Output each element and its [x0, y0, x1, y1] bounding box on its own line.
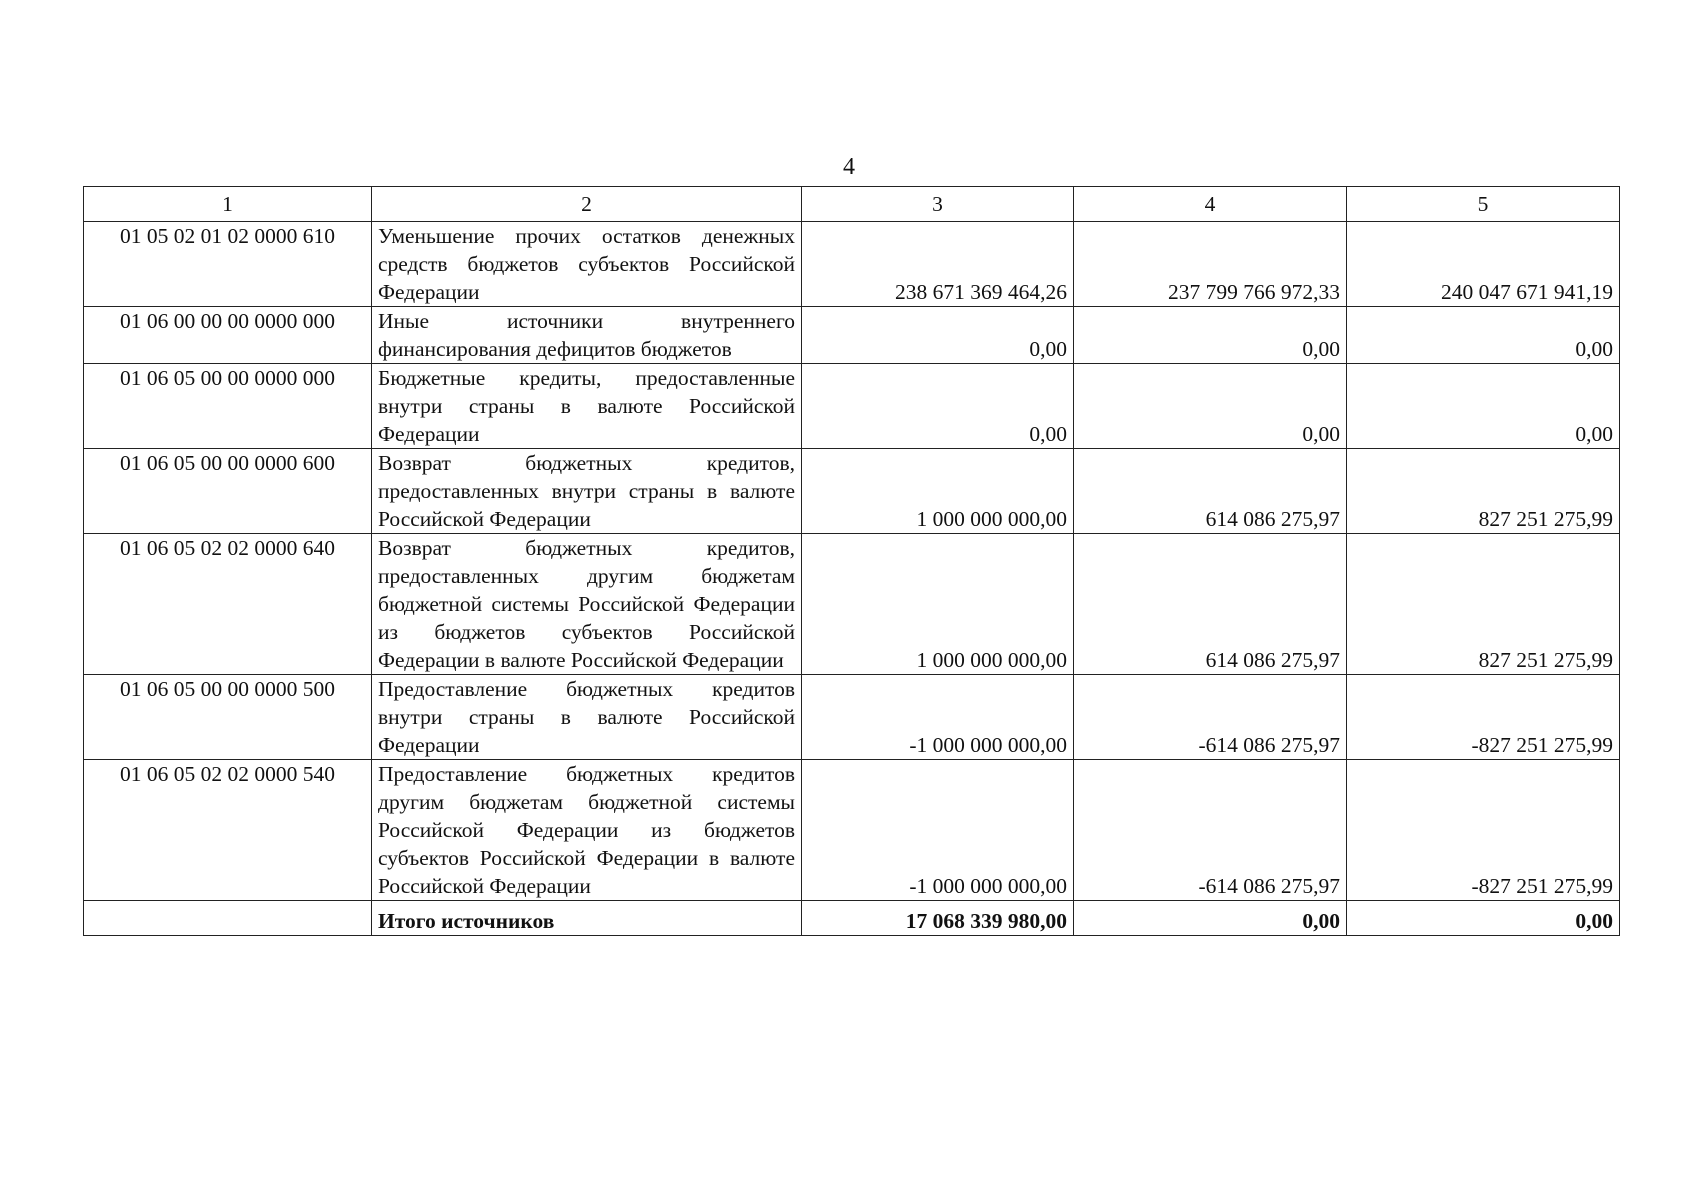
row-value-col4: 0,00 — [1074, 307, 1347, 364]
row-value-col3: 0,00 — [802, 307, 1074, 364]
row-value-col5: 827 251 275,99 — [1347, 534, 1620, 675]
row-value-col4: 614 086 275,97 — [1074, 449, 1347, 534]
total-label: Итого источников — [372, 901, 802, 936]
table-row — [84, 307, 1620, 364]
total-value-col3: 17 068 339 980,00 — [802, 901, 1074, 936]
table-row — [84, 760, 1620, 901]
total-code-empty — [84, 901, 372, 936]
row-value-col3: -1 000 000 000,00 — [802, 675, 1074, 760]
row-value-col4: -614 086 275,97 — [1074, 675, 1347, 760]
row-code: 01 06 05 02 02 0000 640 — [84, 534, 372, 675]
total-value-col5: 0,00 — [1347, 901, 1620, 936]
row-value-col5: 0,00 — [1347, 364, 1620, 449]
row-code: 01 06 05 00 00 0000 000 — [84, 364, 372, 449]
row-value-col5: -827 251 275,99 — [1347, 675, 1620, 760]
row-description: Иные источники внутреннего финансирования дефицитов бюджетов — [372, 307, 802, 364]
table-row — [84, 449, 1620, 534]
table-row — [84, 534, 1620, 675]
total-value-col4: 0,00 — [1074, 901, 1347, 936]
row-description: Предоставление бюджетных кредитов внутри страны в валюте Российской Федерации — [372, 675, 802, 760]
row-code: 01 06 05 00 00 0000 600 — [84, 449, 372, 534]
row-value-col3: 1 000 000 000,00 — [802, 449, 1074, 534]
column-header-1: 1 — [84, 187, 372, 222]
page-number: 4 — [843, 154, 855, 180]
table-header-row — [84, 187, 1620, 222]
row-value-col5: 827 251 275,99 — [1347, 449, 1620, 534]
row-code: 01 05 02 01 02 0000 610 — [84, 222, 372, 307]
row-description: Возврат бюджетных кредитов, предоставленных внутри страны в валюте Российской Федерации — [372, 449, 802, 534]
row-description: Предоставление бюджетных кредитов другим бюджетам бюджетной системы Российской Федерации из бюджетов субъектов Российской Федерации в валюте Российской Федерации — [372, 760, 802, 901]
row-code: 01 06 00 00 00 0000 000 — [84, 307, 372, 364]
row-value-col3: -1 000 000 000,00 — [802, 760, 1074, 901]
column-header-2: 2 — [372, 187, 802, 222]
column-header-4: 4 — [1074, 187, 1347, 222]
row-value-col4: 237 799 766 972,33 — [1074, 222, 1347, 307]
total-row — [84, 901, 1620, 936]
row-code: 01 06 05 02 02 0000 540 — [84, 760, 372, 901]
row-code: 01 06 05 00 00 0000 500 — [84, 675, 372, 760]
column-header-3: 3 — [802, 187, 1074, 222]
row-value-col5: 240 047 671 941,19 — [1347, 222, 1620, 307]
column-header-5: 5 — [1347, 187, 1620, 222]
row-description: Уменьшение прочих остатков денежных средств бюджетов субъектов Российской Федерации — [372, 222, 802, 307]
row-value-col5: 0,00 — [1347, 307, 1620, 364]
table-row — [84, 675, 1620, 760]
table-row — [84, 222, 1620, 307]
table-row — [84, 364, 1620, 449]
row-value-col3: 1 000 000 000,00 — [802, 534, 1074, 675]
row-value-col5: -827 251 275,99 — [1347, 760, 1620, 901]
row-value-col4: 0,00 — [1074, 364, 1347, 449]
sources-table — [83, 186, 1620, 936]
row-description: Бюджетные кредиты, предоставленные внутри страны в валюте Российской Федерации — [372, 364, 802, 449]
row-value-col4: 614 086 275,97 — [1074, 534, 1347, 675]
row-value-col3: 0,00 — [802, 364, 1074, 449]
row-value-col4: -614 086 275,97 — [1074, 760, 1347, 901]
row-description: Возврат бюджетных кредитов, предоставленных другим бюджетам бюджетной системы Российской Федерации из бюджетов субъектов Российской Федерации в валюте Российской Федерации — [372, 534, 802, 675]
row-value-col3: 238 671 369 464,26 — [802, 222, 1074, 307]
